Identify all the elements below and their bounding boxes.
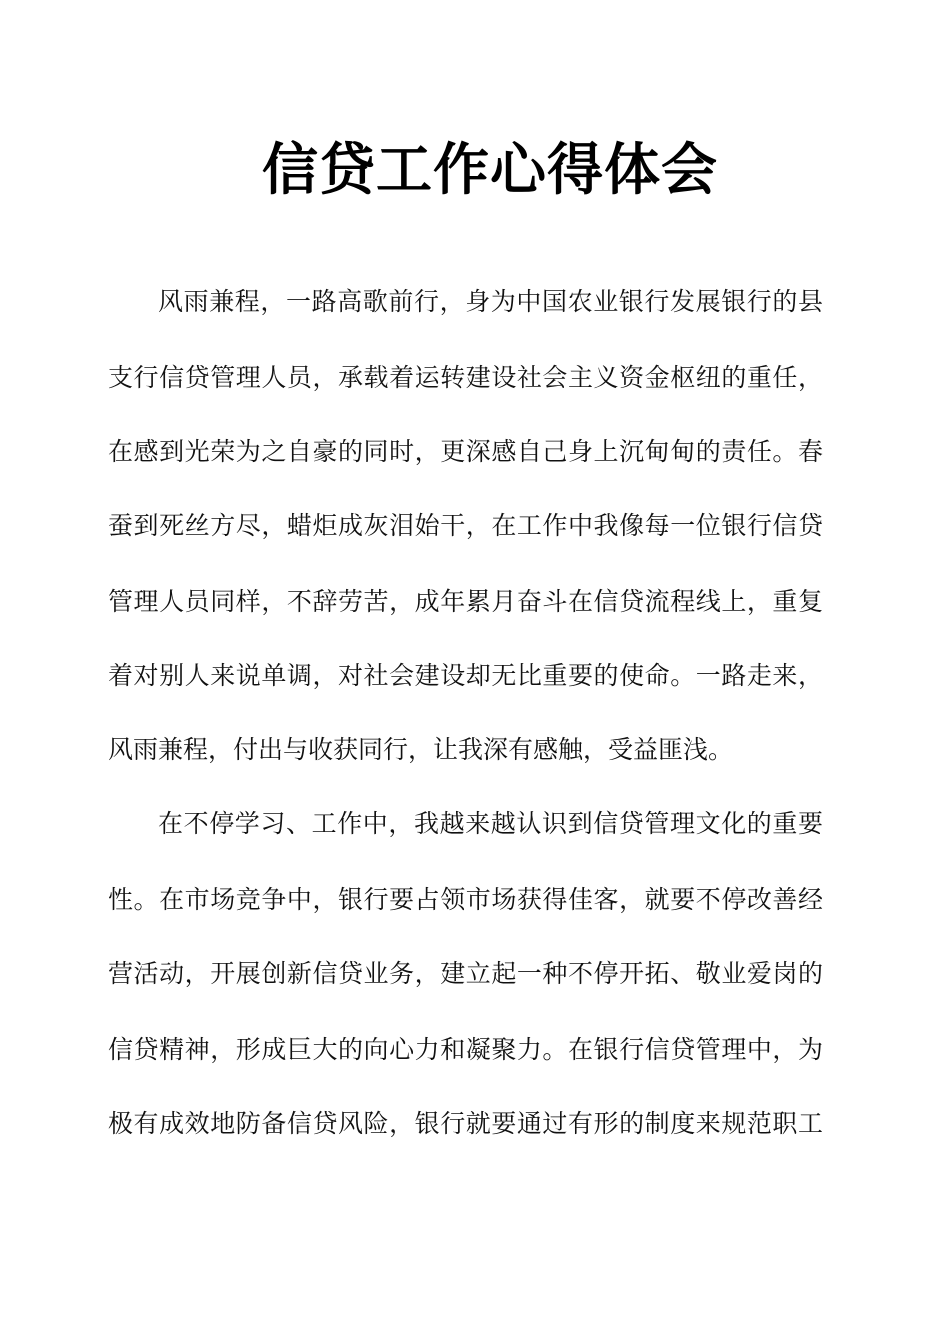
paragraph-line: 支行信贷管理人员，承载着运转建设社会主义资金枢纽的重任， (108, 363, 823, 392)
paragraph-line: 信贷精神，形成巨大的向心力和凝聚力。在银行信贷管理中，为 (108, 1035, 823, 1064)
paragraph-line: 营活动，开展创新信贷业务，建立起一种不停开拓、敬业爱岗的 (108, 959, 823, 988)
document-title: 信贷工作心得体会 (262, 138, 718, 203)
paragraph-line: 着对别人来说单调，对社会建设却无比重要的使命。一路走来， (108, 661, 823, 690)
paragraph-line: 极有成效地防备信贷风险，银行就要通过有形的制度来规范职工 (108, 1109, 823, 1138)
paragraph-line: 风雨兼程，付出与收获同行，让我深有感触，受益匪浅。 (108, 735, 734, 764)
paragraph-line: 蚕到死丝方尽，蜡炬成灰泪始干，在工作中我像每一位银行信贷 (108, 511, 823, 540)
paragraph-line: 管理人员同样，不辞劳苦，成年累月奋斗在信贷流程线上，重复 (108, 587, 823, 616)
paragraph-line: 风雨兼程，一路高歌前行，身为中国农业银行发展银行的县 (158, 287, 823, 316)
paragraph-line: 在不停学习、工作中，我越来越认识到信贷管理文化的重要 (158, 809, 823, 838)
paragraph-line: 性。在市场竞争中，银行要占领市场获得佳客，就要不停改善经 (108, 885, 823, 914)
paragraph-line: 在感到光荣为之自豪的同时，更深感自己身上沉甸甸的责任。春 (108, 437, 823, 466)
